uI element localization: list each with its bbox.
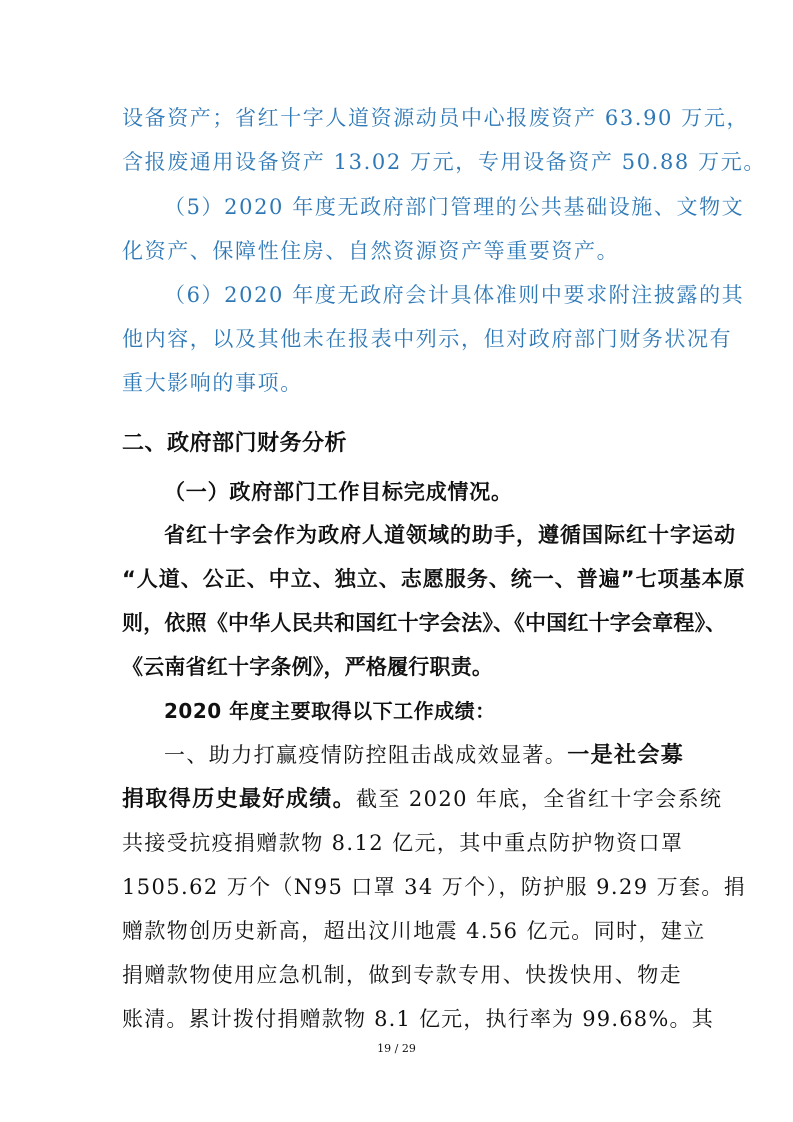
note-p2-line2: 化资产、保障性住房、自然资源资产等重要资产。	[122, 239, 620, 263]
intro-line1: 省红十字会作为政府人道领域的助手，遵循国际红十字运动	[164, 523, 736, 547]
item1-bold-b: 捐取得历史最好成绩。	[122, 787, 357, 812]
note-p3-line1: （6）2020 年度无政府会计具体准则中要求附注披露的其	[164, 283, 745, 307]
page-number: 19 / 29	[377, 1042, 416, 1055]
item1-lead: 一、助力打赢疫情防控阻击战成效显著。	[164, 743, 568, 767]
achievements-title: 2020 年度主要取得以下工作成绩：	[164, 699, 496, 723]
subheading: （一）政府部门工作目标完成情况。	[164, 480, 513, 504]
note-p1-line1: 设备资产；省红十字人道资源动员中心报废资产 63.90 万元，	[122, 106, 750, 130]
note-p3-line2: 他内容，以及其他未在报表中列示，但对政府部门财务状况有	[122, 327, 733, 351]
item1-bold-a: 一是社会募	[567, 743, 685, 768]
item1-line4: 1505.62 万个（N95 口罩 34 万个），防护服 9.29 万套。捐	[122, 875, 747, 899]
item1-line7: 账清。累计拨付捐赠款物 8.1 亿元，执行率为 99.68%。其	[122, 1007, 714, 1031]
note-p1-line2: 含报废通用设备资产 13.02 万元，专用设备资产 50.88 万元。	[122, 150, 766, 174]
item1-line2	[122, 785, 722, 814]
item1-line6: 捐赠款物使用应急机制，做到专款专用、快拨快用、物走	[122, 963, 682, 987]
item1-line5: 赠款物创历史新高，超出汶川地震 4.56 亿元。同时，建立	[122, 919, 706, 943]
item1-line3: 共接受抗疫捐赠款物 8.12 亿元，其中重点防护物资口罩	[122, 831, 684, 855]
section-heading: 二、政府部门财务分析	[122, 431, 348, 456]
item1-rest-line2: 截至 2020 年底，全省红十字会系统	[356, 787, 723, 811]
intro-line2: “人道、公正、中立、独立、志愿服务、统一、普遍”七项基本原	[122, 567, 746, 591]
note-p3-line3: 重大影响的事项。	[122, 371, 303, 395]
note-p2-line1: （5）2020 年度无政府部门管理的公共基础设施、文物文	[164, 195, 745, 219]
intro-line3: 则，依照《中华人民共和国红十字会法》、《中国红十字会章程》、	[122, 611, 727, 635]
intro-line4: 《云南省红十字条例》，严格履行职责。	[122, 655, 494, 679]
item1-line1	[164, 741, 684, 770]
